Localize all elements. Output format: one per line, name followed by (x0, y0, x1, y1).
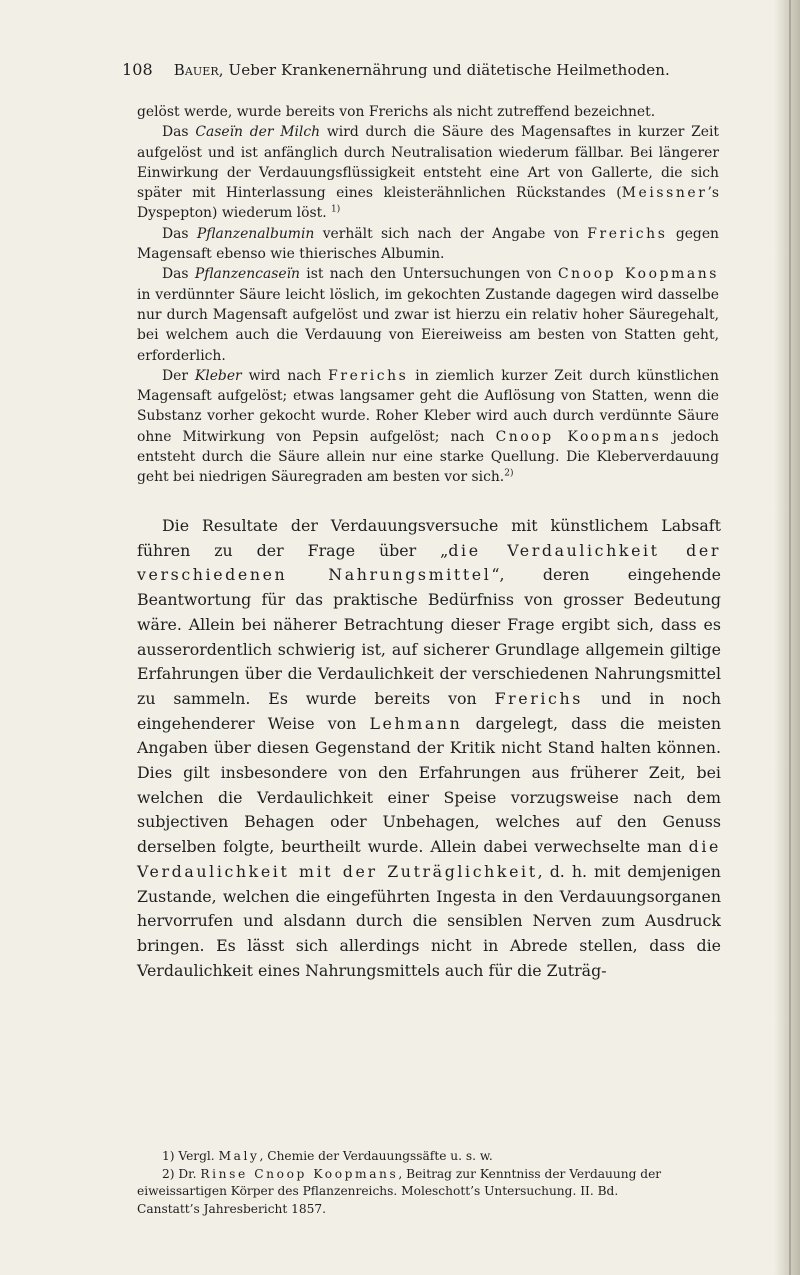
spaced-phrase-verdaulichkeit: die Verdaulichkeit der verschiedenen Nahrungsmittel (137, 540, 721, 585)
paragraph-continuation: gelöst werde, wurde bereits von Frerichs als nicht zutreffend bezeichnet. (137, 104, 656, 120)
footnote-ref-1: 1) (331, 204, 341, 215)
name-frerichs: Frerichs (328, 367, 409, 384)
name-cnoop-koopmans: Cnoop Koopmans (495, 428, 662, 445)
footnote-2: 2) Dr. Rinse Cnoop Koopmans, Beitrag zur Kenntniss der Verdauung der eiweissartigen Körper des Pflanzenreichs. Moleschott’s Untersuchung. II. Bd. (137, 1166, 662, 1198)
footnote-ref-2: 2) (504, 468, 514, 479)
footnote-1: 1) Vergl. Maly, Chemie der Verdauungssäfte u. s. w. (162, 1149, 493, 1163)
name-frerichs: Frerichs (494, 688, 583, 708)
name-lehmann: Lehmann (369, 713, 463, 733)
paragraph-verdaulichkeit: Die Resultate der Verdauungsversuche mit künstlichem Labsaft führen zu der Frage über „die Verdaulichkeit der verschiedenen Nahrungsmittel“, deren eingehende Beantwortung für das praktische Bedürfniss von grosser Bedeutung wäre. Allein bei näherer Betrachtung dieser Frage ergibt sich, dass es ausserordentlich schwierig ist, auf sicherer Grundlage allgemein giltige Erfahrungen über die Verdaulichkeit der verschiedenen Nahrungsmittel zu sammeln. Es wurde bereits von Frerichs und in noch eingehenderer Weise von Lehmann dargelegt, dass die meisten Angaben über diesen Gegenstand der Kritik nicht Stand halten können. Dies gilt insbesondere von den Erfahrungen aus früherer Zeit, bei welchen die Verdaulichkeit einer Speise vorzugsweise nach dem subjectiven Behagen oder Unbehagen, welches auf den Genuss derselben folgte, beurtheilt wurde. Allein dabei verwechselte man die Verdaulichkeit mit der Zuträglichkeit, d. h. mit demjenigen Zustande, welchen die eingeführten Ingesta in den Verdauungsorganen hervorrufen und alsdann durch die sensiblen Nerven zum Ausdruck bringen. Es lässt sich allerdings nicht in Abrede stellen, dass die Verdaulichkeit eines Nahrungsmittels auch für die Zuträg- (137, 516, 722, 980)
page-edge-line (789, 0, 791, 1275)
paragraph-pflanzencasein: Das Pflanzencaseïn ist nach den Untersuchungen von Cnoop Koopmans in verdünnter Säure leicht löslich, im gekochten Zustande dagegen wird dasselbe nur durch Magensaft aufgelöst und zwar ist hierzu ein relativ hoher Säuregehalt, bei welchem auch die Verdauung von Eiereiweiss am besten von Statten geht, erforderlich. (137, 266, 719, 364)
name-rinse-cnoop-koopmans: Rinse Cnoop Koopmans (200, 1166, 399, 1181)
paragraph-casein: Das Caseïn der Milch wird durch die Säure des Magensaftes in kurzer Zeit aufgelöst und ist anfänglich durch Neutralisation wiederum fällbar. Bei längerer Einwirkung der Verdauungsflüssigkeit entsteht eine Art von Gallerte, die sich später mit Hinterlassung eines kleisterähnlichen Rückstandes (Meissner’s Dyspepton) wiederum löst. $^{1)}$ (137, 124, 719, 222)
paragraph-kleber: Der Kleber wird nach Frerichs in ziemlich kurzer Zeit durch künstlichen Magensaft aufgelöst; etwas langsamer geht die Auflösung von Statten, wenn die Substanz vorher gekocht wurde. Roher Kleber wird auch durch verdünnte Säure ohne Mitwirkung von Pepsin aufgelöst; nach Cnoop Koopmans jedoch entsteht durch die Säure allein nur eine starke Quellung. Die Kleberverdauung geht bei niedrigen Säuregraden am besten vor sich.$^{2)}$ (137, 367, 719, 486)
name-meissner: Meissner (621, 185, 708, 202)
small-print-section (137, 102, 719, 488)
term-casein: Caseïn der Milch (195, 124, 321, 141)
page-number: 108 (122, 60, 153, 79)
term-kleber: Kleber (194, 367, 242, 384)
name-cnoop-koopmans: Cnoop Koopmans (557, 266, 719, 283)
term-pflanzenalbumin: Pflanzenalbumin (196, 225, 315, 242)
footnote-2-continuation: Canstatt’s Jahresbericht 1857. (137, 1201, 327, 1216)
main-text-section (137, 514, 721, 983)
footnotes (137, 1148, 719, 1218)
spaced-phrase-zutraeglichkeit: die Verdaulichkeit mit der Zuträglichkeit (137, 837, 721, 881)
name-maly: Maly (218, 1149, 260, 1163)
header-author: Bauer, (173, 61, 224, 79)
name-frerichs: Frerichs (587, 225, 668, 242)
page-edge-shadow (774, 0, 800, 1275)
header-title: Ueber Krankenernährung und diätetische Heilmethoden. (228, 61, 670, 79)
running-header (122, 60, 722, 79)
paragraph-pflanzenalbumin: Das Pflanzenalbumin verhält sich nach der Angabe von Frerichs gegen Magensaft ebenso wie thierisches Albumin. (137, 225, 719, 263)
term-pflanzencasein: Pflanzencaseïn (194, 266, 300, 283)
